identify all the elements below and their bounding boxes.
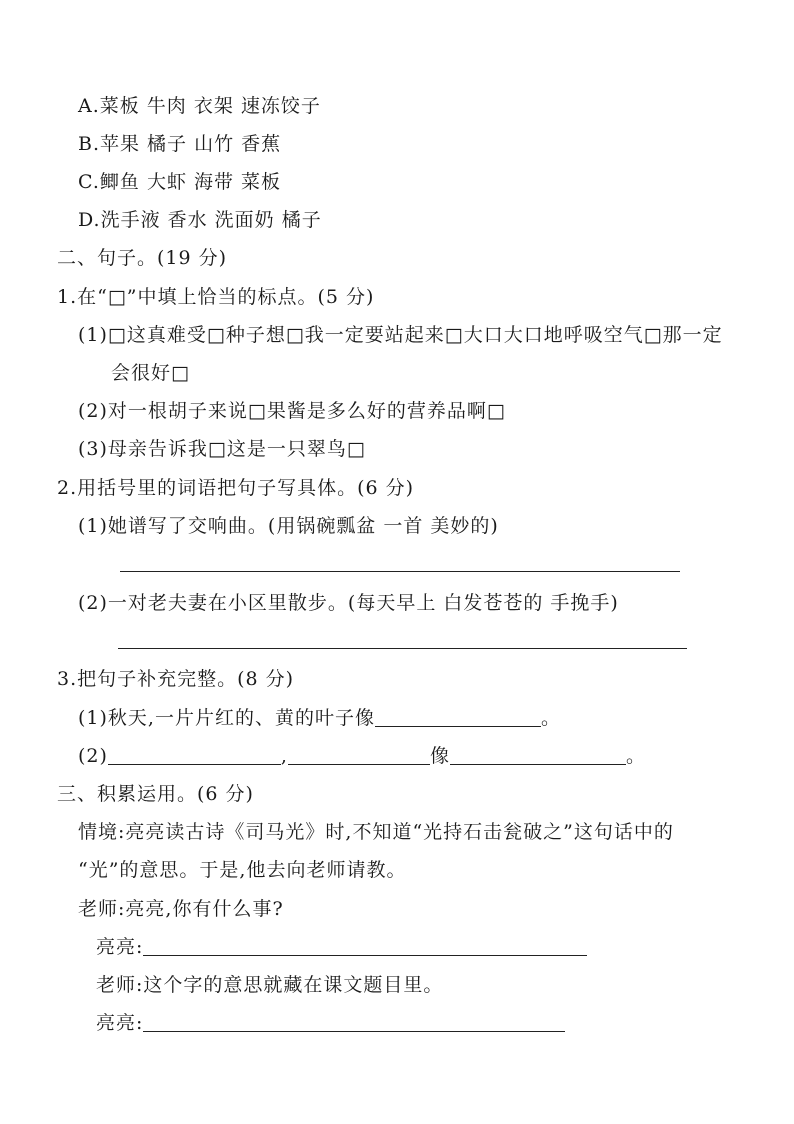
q1-item1-line1: (1)□这真难受□种子想□我一定要站起来□大口大口地呼吸空气□那一定 <box>78 324 723 346</box>
q1-prompt: 1.在“□”中填上恰当的标点。(5 分) <box>57 286 375 308</box>
scenario-line2: “光”的意思。于是,他去向老师请教。 <box>78 859 407 881</box>
liang-line1 <box>96 935 587 959</box>
q3-item2-blank3[interactable] <box>450 744 626 765</box>
teacher-line2: 老师:这个字的意思就藏在课文题目里。 <box>96 974 444 996</box>
q3-item2-like: 像 <box>429 745 450 767</box>
q3-item1-blank[interactable] <box>375 706 541 727</box>
q2-item1-answer-line[interactable] <box>120 571 680 572</box>
section3-heading: 三、积累运用。(6 分) <box>57 783 254 805</box>
option-d: D.洗手液 香水 洗面奶 橘子 <box>78 209 322 231</box>
q3-item1-end: 。 <box>540 707 561 729</box>
option-c: C.鲫鱼 大虾 海带 菜板 <box>78 171 282 193</box>
q3-item1-text: (1)秋天,一片片红的、黄的叶子像 <box>78 707 375 729</box>
q2-item2-answer-line[interactable] <box>118 648 687 649</box>
q3-item1 <box>78 706 561 730</box>
q3-item2-label: (2) <box>78 745 108 767</box>
option-b: B.苹果 橘子 山竹 香蕉 <box>78 133 282 155</box>
q2-item2: (2)一对老夫妻在小区里散步。(每天早上 白发苍苍的 手挽手) <box>78 592 619 614</box>
q3-item2-blank1[interactable] <box>108 744 281 765</box>
section2-heading: 二、句子。(19 分) <box>57 247 228 269</box>
liang-line1-label: 亮亮: <box>96 936 144 958</box>
q1-item1-line2: 会很好□ <box>111 362 190 384</box>
scenario-line1: 情境:亮亮读古诗《司马光》时,不知道“光持石击瓮破之”这句话中的 <box>78 821 674 843</box>
q1-item3: (3)母亲告诉我□这是一只翠鸟□ <box>78 438 366 460</box>
liang-line2 <box>96 1011 565 1035</box>
option-a: A.菜板 牛肉 衣架 速冻饺子 <box>78 95 321 117</box>
q2-prompt: 2.用括号里的词语把句子写具体。(6 分) <box>57 477 415 499</box>
q1-item2: (2)对一根胡子来说□果酱是多么好的营养品啊□ <box>78 400 506 422</box>
liang-line2-blank[interactable] <box>143 1011 565 1032</box>
q3-item2-end: 。 <box>625 745 646 767</box>
liang-line2-label: 亮亮: <box>96 1012 144 1034</box>
liang-line1-blank[interactable] <box>143 935 587 956</box>
q2-item1: (1)她谱写了交响曲。(用锅碗瓢盆 一首 美妙的) <box>78 515 499 537</box>
q3-item2 <box>78 744 646 768</box>
teacher-line1: 老师:亮亮,你有什么事? <box>78 898 284 920</box>
q3-prompt: 3.把句子补充完整。(8 分) <box>57 668 295 690</box>
q3-item2-comma: , <box>280 745 288 767</box>
q3-item2-blank2[interactable] <box>288 744 430 765</box>
